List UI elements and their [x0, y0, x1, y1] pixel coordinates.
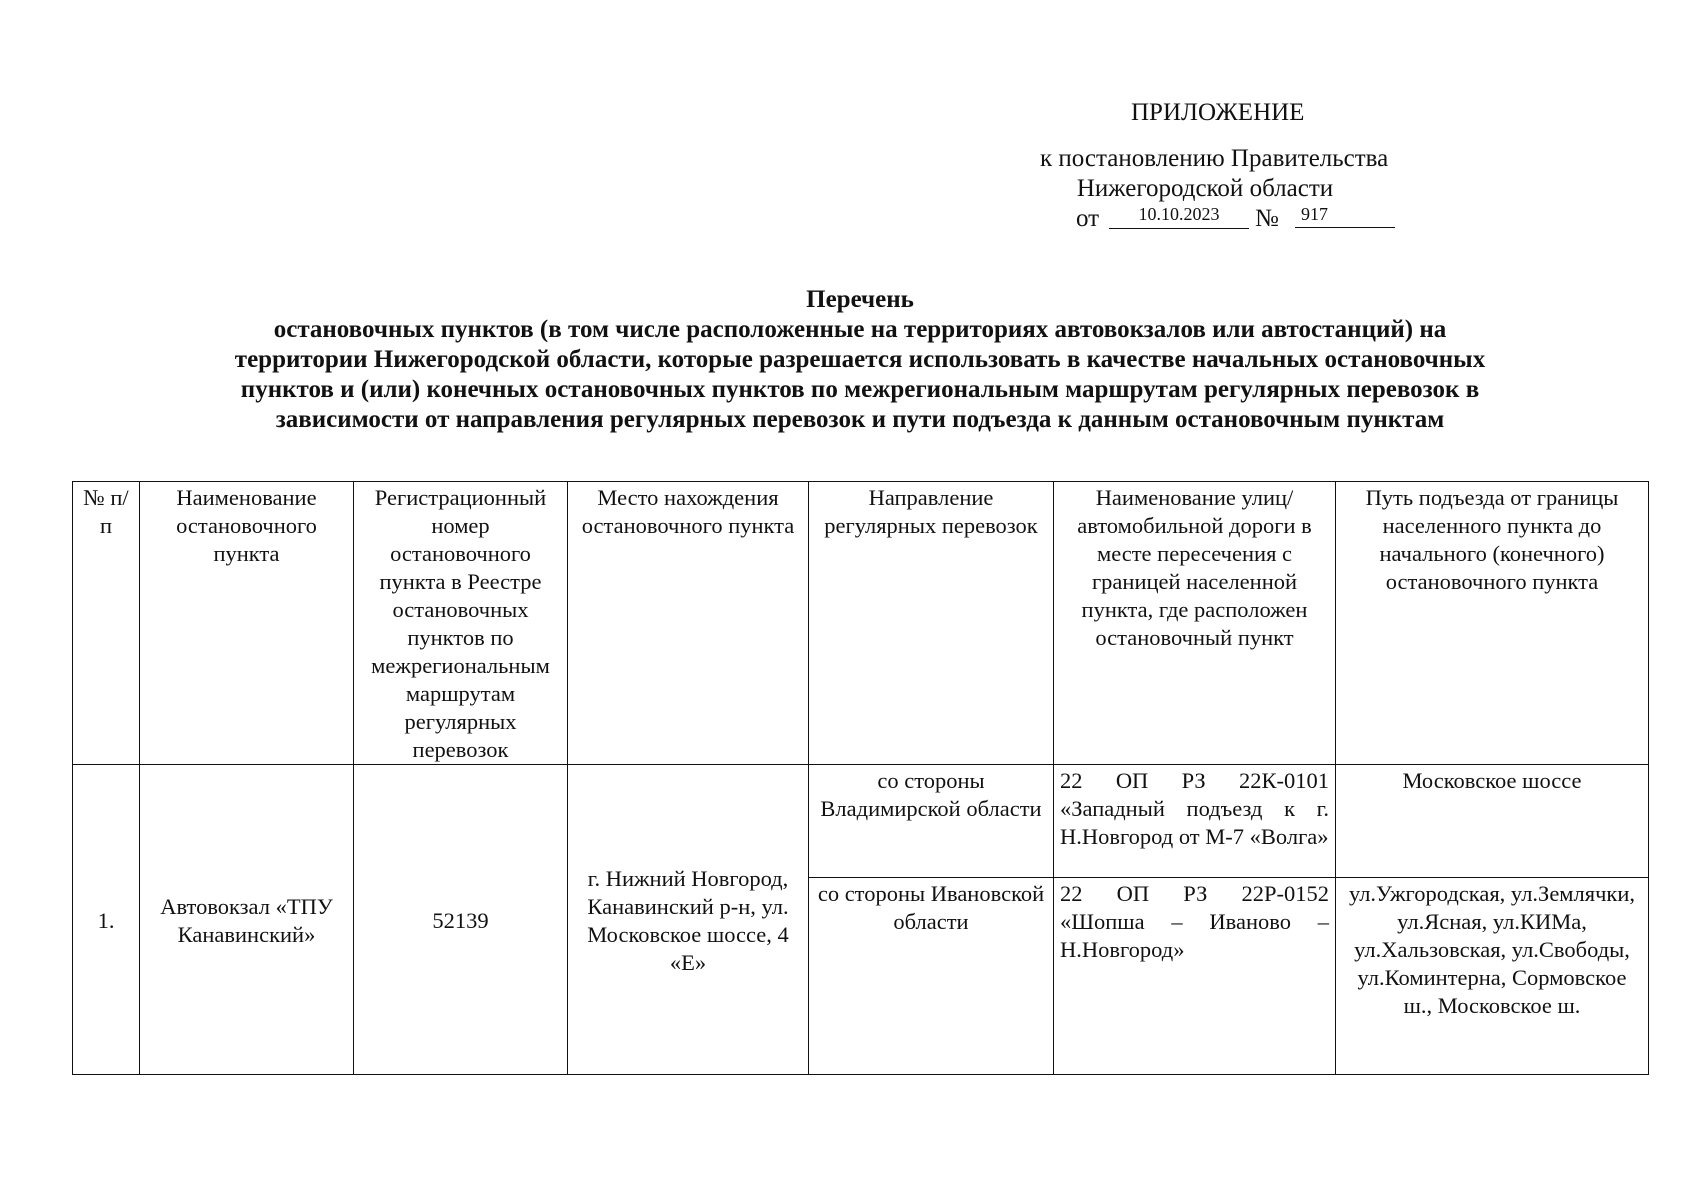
header-location: Место нахождения остановочного пункта: [568, 482, 809, 765]
header-road: Наименование улиц/автомобильной дороги в месте пересечения с границей населенной пункта, где расположен остановочный пункт: [1054, 482, 1336, 765]
title-line-1: Перечень: [806, 286, 914, 313]
row-road-1: 22 ОП РЗ 22К-0101 «Западный подъезд к г. Н.Новгород от М-7 «Волга»: [1054, 765, 1336, 878]
row-stop-name: Автовокзал «ТПУ Канавинский»: [140, 765, 354, 1075]
header-reg-number: Регистрационный номер остановочного пункта в Реестре остановочных пунктов по межрегиональным маршрутам регулярных перевозок: [354, 482, 568, 765]
appendix-title: ПРИЛОЖЕНИЕ: [1131, 99, 1305, 126]
date-label: от: [1076, 205, 1100, 232]
row-number: 1.: [73, 765, 140, 1075]
resolution-date: 10.10.2023: [1109, 204, 1249, 229]
title-line-5: зависимости от направления регулярных перевозок и пути подъезда к данным остановочным пунктам: [275, 406, 1445, 433]
resolution-number: 917: [1295, 204, 1395, 228]
appendix-block: [1040, 98, 1389, 234]
number-label: №: [1255, 205, 1279, 232]
appendix-line-2: Нижегородской области: [1076, 175, 1334, 202]
row-route-2: ул.Ужгородская, ул.Землячки, ул.Ясная, ул.КИМа, ул.Хальзовская, ул.Свободы, ул.Коминтерна, Сормовское ш., Московское ш.: [1336, 878, 1649, 1075]
row-reg-number: 52139: [354, 765, 568, 1075]
title-line-2: остановочных пунктов (в том числе расположенные на территориях автовокзалов или автостанций) на: [273, 316, 1447, 343]
resolution-date-line: [1040, 204, 1370, 234]
header-stop-name: Наименование остановочного пункта: [140, 482, 354, 765]
table-header-row: [73, 482, 1649, 765]
document-title: [80, 285, 1640, 435]
header-number: № п/п: [73, 482, 140, 765]
row-direction-2: со стороны Ивановской области: [809, 878, 1054, 1075]
row-location: г. Нижний Новгород, Канавинский р-н, ул. Московское шоссе, 4 «Е»: [568, 765, 809, 1075]
table-row: [73, 765, 1649, 878]
header-direction: Направление регулярных перевозок: [809, 482, 1054, 765]
row-direction-1: со стороны Владимирской области: [809, 765, 1054, 878]
title-line-3: территории Нижегородской области, которые разрешается использовать в качестве начальных остановочных: [234, 346, 1486, 373]
row-road-2: 22 ОП РЗ 22Р-0152 «Шопша – Иваново – Н.Новгород»: [1054, 878, 1336, 1075]
row-route-1: Московское шоссе: [1336, 765, 1649, 878]
header-route: Путь подъезда от границы населенного пункта до начального (конечного) остановочного пункта: [1336, 482, 1649, 765]
appendix-line-1: к постановлению Правительства: [1040, 145, 1389, 172]
stops-table: [72, 481, 1649, 1075]
title-line-4: пунктов и (или) конечных остановочных пунктов по межрегиональным маршрутам регулярных перевозок в: [240, 376, 1480, 403]
